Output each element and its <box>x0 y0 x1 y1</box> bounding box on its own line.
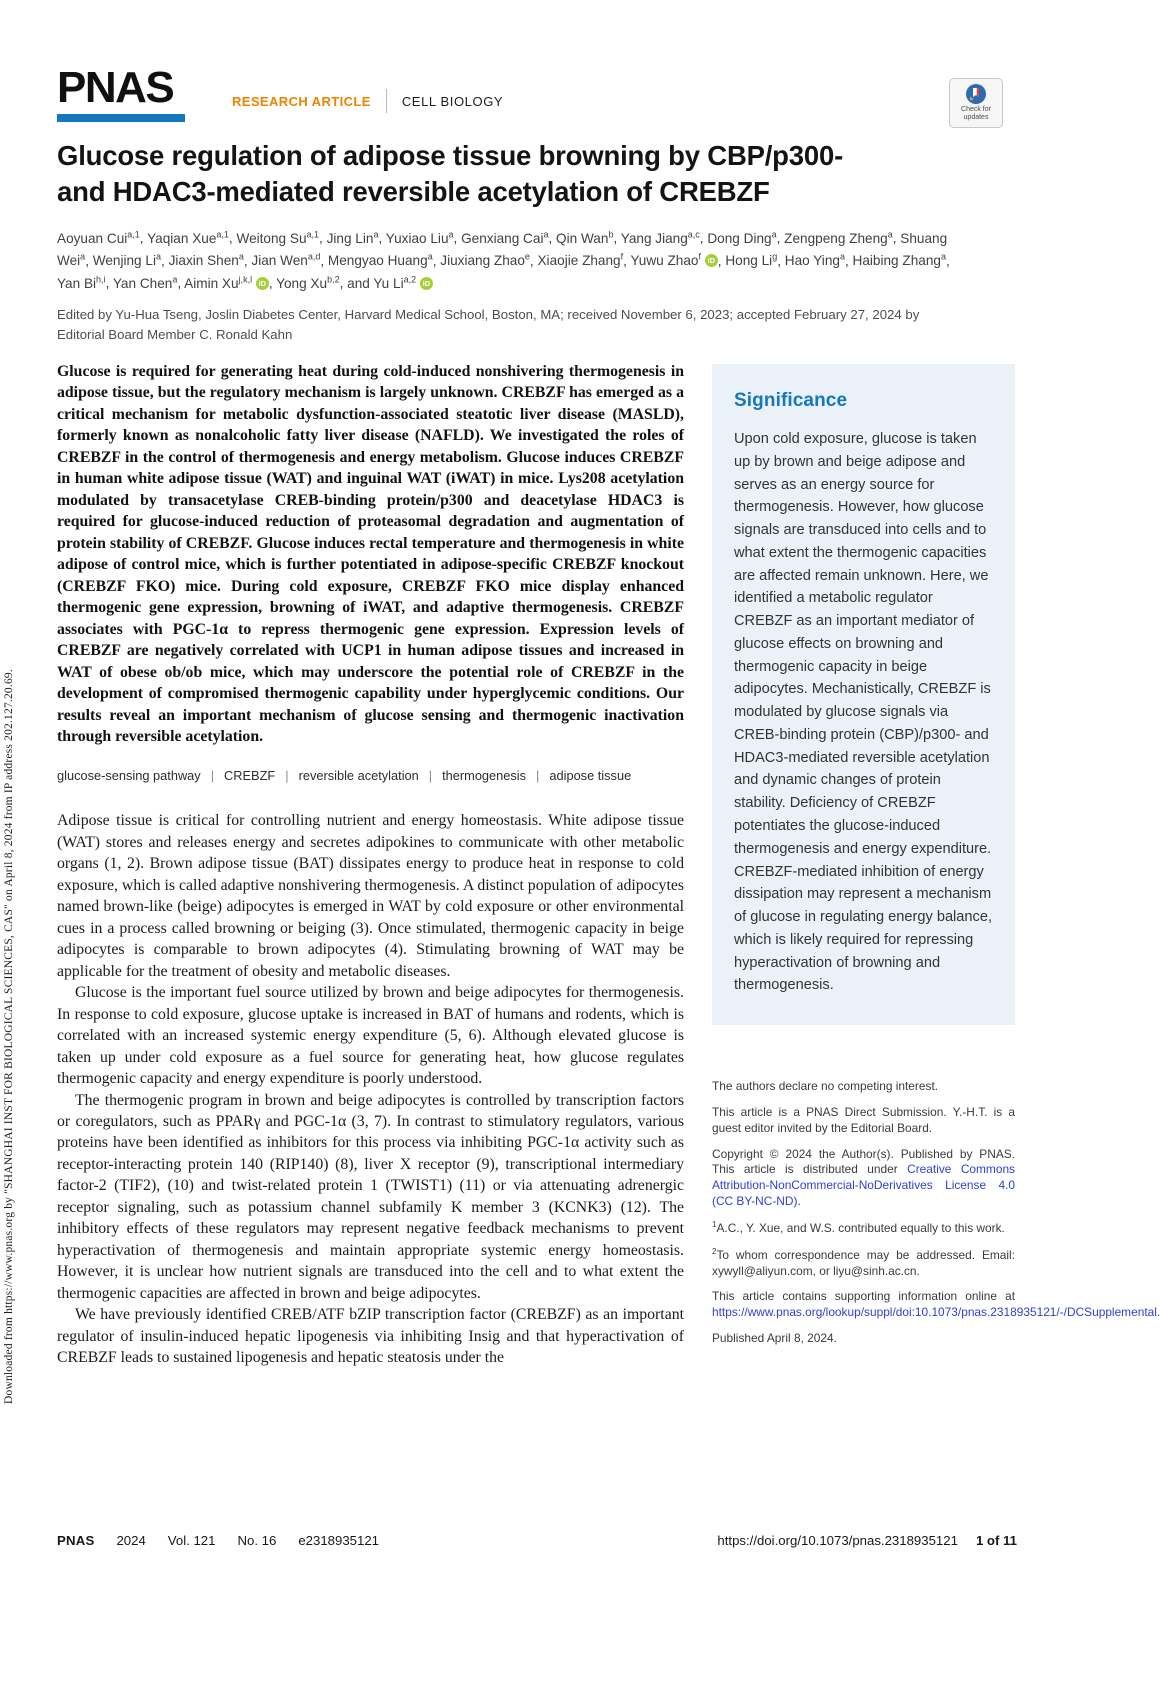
author: Hong Li$^g$ <box>725 251 778 269</box>
right-column <box>712 364 1160 1357</box>
author: Yang Jiang$^{a,c}$ <box>620 229 700 246</box>
author: Zengpeng Zheng$^a$ <box>784 229 893 246</box>
author: Yaqian Xue$^{a,1}$ <box>147 229 229 246</box>
footnote: $^1$A.C., Y. Xue, and W.S. contributed equally to this work. <box>712 1219 1005 1235</box>
keyword: glucose-sensing pathway <box>57 768 201 784</box>
body-paragraph: Adipose tissue is critical for controlling nutrient and energy homeostasis. White adipose tissue (WAT) stores and releases energy and secretes adipokines to communicate with other metabolic organs (1, 2). Brown adipose tissue (BAT) dissipates energy to produce heat in response to cold exposure, which is called adaptive nonshivering thermogenesis. A distinct population of adipocytes named brown-like (beige) adipocytes is emerged in WAT by cold exposure or other environmental cues in a process called browning or beiging (3). Once stimulated, thermogenic capacity in beige adipocytes is comparable to brown adipocytes (4). Stimulating browning of WAT may be applicable for the treatment of obesity and metabolic diseases. <box>57 812 684 980</box>
crossmark-icon <box>966 84 986 104</box>
footer-article-id: e2318935121 <box>298 1533 380 1548</box>
author: Jian Wen$^{a,d}$ <box>251 251 321 269</box>
body-paragraph: We have previously identified CREB/ATF bZIP transcription factor (CREBZF) as an important regulator of insulin-induced hepatic lipogenesis via inhibiting Insig and that hyperactivation of CREBZF leads to sustained lipogenesis and hepatic steatosis under the <box>57 1306 684 1367</box>
author: Yan Bi$^{h,i}$ <box>57 274 106 291</box>
author-list: Aoyuan Cui$^{a,1}$, Yaqian Xue$^{a,1}$, Weitong Su$^{a,1}$, Jing Lin$^a$, Yuxiao Liu$^a$, Genxiang Cai$^a$, Qin Wan$^b$, Yang Jiang$^{a,c}$, Dong Ding$^a$, Zengpeng Zheng$^a$, Shuang Wei$^a$, Wenjing Li$^a$, Jiaxin Shen$^a$, Jian Wen$^{a,d}$, Mengyao Huang$^a$, Jiuxiang Zhao$^e$, Xiaojie Zhang$^f$, Yuwu Zhao$^f$ iD , Hong Li$^g$, Hao Ying$^a$, Haibing Zhang$^a$, Yan Bi$^{h,i}$, Yan Chen$^a$, Aimin Xu$^{j,k,l}$ iD , Yong Xu$^{b,2}$, and Yu Li$^{a,2}$ iD <box>57 229 950 291</box>
check-for-updates-label: Check for updates <box>961 105 991 121</box>
header-tags <box>232 89 503 113</box>
author: Dong Ding$^a$ <box>707 229 777 246</box>
footer-journal: PNAS <box>57 1533 95 1548</box>
author: Weitong Su$^{a,1}$ <box>236 229 320 246</box>
author: Aoyuan Cui$^{a,1}$ <box>57 229 140 246</box>
body-paragraph: The thermogenic program in brown and beige adipocytes is controlled by transcription factors or coregulators, such as PPARγ and PGC-1α (3, 7). In contrast to stimulatory regulators, various proteins have been identified as inhibitors for this process via inhibiting PGC-1α activity such as receptor-interacting protein 140 (RIP140) (8), liver X receptor (9), transcriptional intermediary factor-2 (TIF2), (10) and twist-related protein 1 (TWIST1) (11) or via attenuating adrenergic receptor signaling, such as potassium channel subfamily K member 3 (KCNK3) (12). The inhibitory effects of these regulators may represent negative feedback mechanisms to prevent hyperactivation of thermogenesis and maintain appropriate systemic energy homeostasis. However, it is unclear how nutrient signals are transduced into the cell and to what extent the thermogenic capacities are affected in brown and beige adipocytes. <box>57 1091 684 1302</box>
pnas-logo-bar <box>57 114 185 122</box>
keyword-separator: | <box>536 768 540 784</box>
keyword-separator: | <box>428 768 433 784</box>
footnote: This article is a PNAS Direct Submission. Y.-H.T. is a guest editor invited by the Editorial Board. <box>712 1104 1015 1135</box>
author: Yuwu Zhao$^f$ iD <box>630 253 717 268</box>
author: Wenjing Li$^a$ <box>92 251 161 269</box>
header-divider <box>386 89 387 113</box>
pnas-logo-text: PNAS <box>57 63 174 112</box>
footer-citation <box>57 1533 379 1548</box>
body-paragraph: Glucose is the important fuel source utilized by brown and beige adipocytes for thermogenesis. In response to cold exposure, glucose uptake is increased in BAT of humans and rodents, which is correlated with an increased systemic energy expenditure (5, 6). Although elevated glucose is taken up under cold exposure as a fuel source for generating heat, how glucose regulates thermogenic capacity and energy expenditure is poorly understood. <box>57 984 684 1088</box>
author: Hao Ying$^a$ <box>784 251 845 269</box>
footer-page-number: 1 of 11 <box>975 1533 1017 1548</box>
author: Yuxiao Liu$^a$ <box>385 229 454 246</box>
footnotes <box>712 1079 1160 1347</box>
keyword-list <box>57 768 684 783</box>
orcid-icon[interactable]: iD <box>705 254 718 267</box>
abstract: Glucose is required for generating heat during cold-induced nonshivering thermogenesis in adipose tissue, but the regulatory mechanism is largely unknown. CREBZF has emerged as a critical mechanism for metabolic dysfunction-associated steatotic liver disease (MASLD), formerly known as nonalcoholic fatty liver disease (NAFLD). We investigated the roles of CREBZF in the control of thermogenesis and energy metabolism. Glucose induces CREBZF in human white adipose tissue (WAT) and inguinal WAT (iWAT) in mice. Lys208 acetylation modulated by transacetylase CREB-binding protein/p300 and deacetylase HDAC3 is required for glucose-induced reduction of proteasomal degradation and augmentation of protein stability of CREBZF. Glucose induces rectal temperature and thermogenesis in white adipose of control mice, which is further potentiated in adipose-specific CREBZF knockout (CREBZF FKO) mice. During cold exposure, CREBZF FKO mice display enhanced thermogenic gene expression, browning of iWAT, and adaptive thermogenesis. CREBZF associates with PGC-1α to repress thermogenic gene expression. Expression levels of CREBZF are negatively correlated with UCP1 in human adipose tissues and increased in WAT of obese ob/ob mice, which may underscore the potential role of CREBZF in the development of compromised thermogenic capability under hyperglycemic conditions. Our results reveal an important mechanism of glucose sensing and thermogenic inactivation through reversible acetylation. <box>57 363 684 745</box>
author: Jing Lin$^a$ <box>326 229 379 246</box>
keyword: CREBZF <box>224 768 276 784</box>
author: Aimin Xu$^{j,k,l}$ iD <box>184 276 269 291</box>
author: Jiaxin Shen$^a$ <box>168 251 244 269</box>
footer-volume: Vol. 121 <box>167 1533 216 1548</box>
author: Haibing Zhang$^a$ <box>852 251 946 269</box>
keyword: thermogenesis <box>442 768 527 784</box>
keyword: adipose tissue <box>549 768 632 784</box>
footer-right <box>717 1533 1017 1548</box>
pnas-logo <box>57 63 185 122</box>
check-for-updates-badge[interactable] <box>949 78 1003 128</box>
significance-title: Significance <box>734 390 848 411</box>
author: Shuang Wei$^a$ <box>57 230 948 269</box>
download-watermark: Downloaded from https://www.pnas.org by "SHANGHAI INST FOR BIOLOGICAL SCIENCES, CAS" on April 8, 2024 from IP address 202.127.20.69. <box>3 669 15 1404</box>
author: Genxiang Cai$^a$ <box>461 229 549 246</box>
section-label: CELL BIOLOGY <box>401 93 504 109</box>
orcid-icon[interactable]: iD <box>256 277 269 290</box>
footnote-link[interactable]: https://www.pnas.org/lookup/suppl/doi:10.1073/pnas.2318935121/-/DCSupplemental <box>712 1305 1157 1320</box>
author: Xiaojie Zhang$^f$ <box>537 251 624 269</box>
author: Jiuxiang Zhao$^e$ <box>440 251 530 269</box>
footnote-link[interactable]: Creative Commons Attribution-NonCommercial-NoDerivatives License 4.0 (CC BY-NC-ND) <box>712 1162 1015 1209</box>
significance-box <box>712 364 1015 1025</box>
editor-line: Edited by Yu-Hua Tseng, Joslin Diabetes Center, Harvard Medical School, Boston, MA; received November 6, 2023; accepted February 27, 2024 by Editorial Board Member C. Ronald Kahn <box>57 307 920 343</box>
author: Yan Chen$^a$ <box>112 274 178 291</box>
footnote: The authors declare no competing interest. <box>712 1079 939 1094</box>
footer-issue: No. 16 <box>237 1533 277 1548</box>
author: Qin Wan$^b$ <box>556 229 614 246</box>
footer-doi-link[interactable]: https://doi.org/10.1073/pnas.2318935121 <box>717 1533 958 1548</box>
footnote: Published April 8, 2024. <box>712 1331 837 1346</box>
footer-year: 2024 <box>116 1533 146 1548</box>
footnote: $^2$To whom correspondence may be addressed. Email: xywyll@aliyun.com, or liyu@sinh.ac.cn. <box>712 1246 1015 1278</box>
footer <box>57 1533 1017 1548</box>
author: and Yu Li$^{a,2}$ iD <box>347 276 433 291</box>
article-title: Glucose regulation of adipose tissue browning by CBP/p300- and HDAC3-mediated reversible acetylation of CREBZF <box>57 140 844 208</box>
author: Yong Xu$^{b,2}$ <box>276 274 340 291</box>
keyword-separator: | <box>285 768 289 784</box>
orcid-icon[interactable]: iD <box>420 277 433 290</box>
author: Mengyao Huang$^a$ <box>327 251 433 269</box>
significance-text: Upon cold exposure, glucose is taken up by brown and beige adipose and serves as an energy source for thermogenesis. However, how glucose signals are transduced into cells and to what extent the thermogenic capacities are affected remain unknown. Here, we identified a metabolic regulator CREBZF as an important mediator of glucose effects on browning and thermogenic capacity in beige adipocytes. Mechanistically, CREBZF is modulated by glucose signals via CREB-binding protein (CBP)/p300- and HDAC3-mediated reversible acetylation and dynamic changes of protein stability. Deficiency of CREBZF potentiates the glucose-induced thermogenesis and energy expenditure. CREBZF-mediated inhibition of energy dissipation may represent a mechanism of glucose in regulating energy balance, which is likely required for repressing hyperactivation of browning and thermogenesis. <box>734 431 992 994</box>
article-type-label: RESEARCH ARTICLE <box>232 93 371 109</box>
keyword: reversible acetylation <box>298 768 419 784</box>
body-text <box>57 810 684 1368</box>
footnote: Copyright © 2024 the Author(s). Published by PNAS. This article is distributed under Creative Commons Attribution-NonCommercial-NoDerivatives License 4.0 (CC BY-NC-ND). <box>712 1146 1015 1209</box>
footnote: This article contains supporting information online at https://www.pnas.org/lookup/suppl/doi:10.1073/pnas.2318935121/-/DCSupplemental. <box>712 1289 1160 1320</box>
left-column <box>57 361 684 1369</box>
keyword-separator: | <box>210 768 215 784</box>
